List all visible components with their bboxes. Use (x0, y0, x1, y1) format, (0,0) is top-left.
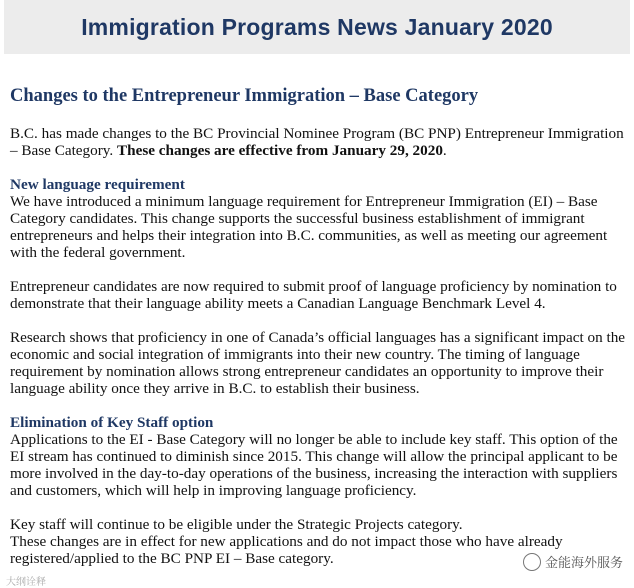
intro-paragraph (10, 125, 626, 159)
paragraph: These changes are in effect for new applications and do not impact those who have already registered/applied to the BC PNP EI – Base category. (10, 533, 563, 567)
page-banner (4, 0, 630, 54)
watermark-left: 大纲诠释 (6, 577, 46, 588)
intro-text: B.C. has made changes to the BC Provincial Nominee Program (BC PNP) Entrepreneur Immigration – Base Category. (10, 125, 624, 159)
page-title: Immigration Programs News January 2020 (81, 13, 553, 40)
paragraph: Research shows that proficiency in one of Canada’s official languages has a significant impact on the economic and social integration of immigrants into their new country. The timing of language requirement by nomination allows strong entrepreneur candidates an opportunity to improve their language ability once they arrive in B.C. to establish their business. (10, 329, 626, 397)
section-key-staff (10, 414, 626, 567)
effective-date-text: These changes are effective from January 29, 2020 (117, 142, 443, 159)
watermark-text: 金能海外服务 (544, 556, 623, 571)
section-title-language: New language requirement (10, 176, 185, 193)
article-heading: Changes to the Entrepreneur Immigration – Base Category (10, 86, 479, 106)
watermark (520, 551, 626, 572)
article-body (10, 84, 626, 584)
intro-end: . (442, 142, 447, 159)
paragraph: We have introduced a minimum language requirement for Entrepreneur Immigration (EI) – Base Category candidates. This change supports the successful business establishment of immigrant entrepreneurs and helps their integration into B.C. communities, as well as meeting our agreement with the federal government. (10, 193, 608, 261)
paragraph: Applications to the EI - Base Category will no longer be able to include key staff. This option of the EI stream has continued to diminish since 2015. This change will allow the principal applicant to be more involved in the day-to-day operations of the business, increasing the interaction with suppliers and customers, which will help in improving language proficiency. (10, 431, 618, 499)
section-language (10, 176, 626, 397)
paragraph: Entrepreneur candidates are now required to submit proof of language proficiency by nomination to demonstrate that their language ability meets a Canadian Language Benchmark Level 4. (10, 278, 617, 312)
section-title-key-staff: Elimination of Key Staff option (10, 414, 214, 431)
paragraph: Key staff will continue to be eligible under the Strategic Projects category. (10, 516, 463, 533)
wechat-logo-icon (523, 553, 541, 571)
